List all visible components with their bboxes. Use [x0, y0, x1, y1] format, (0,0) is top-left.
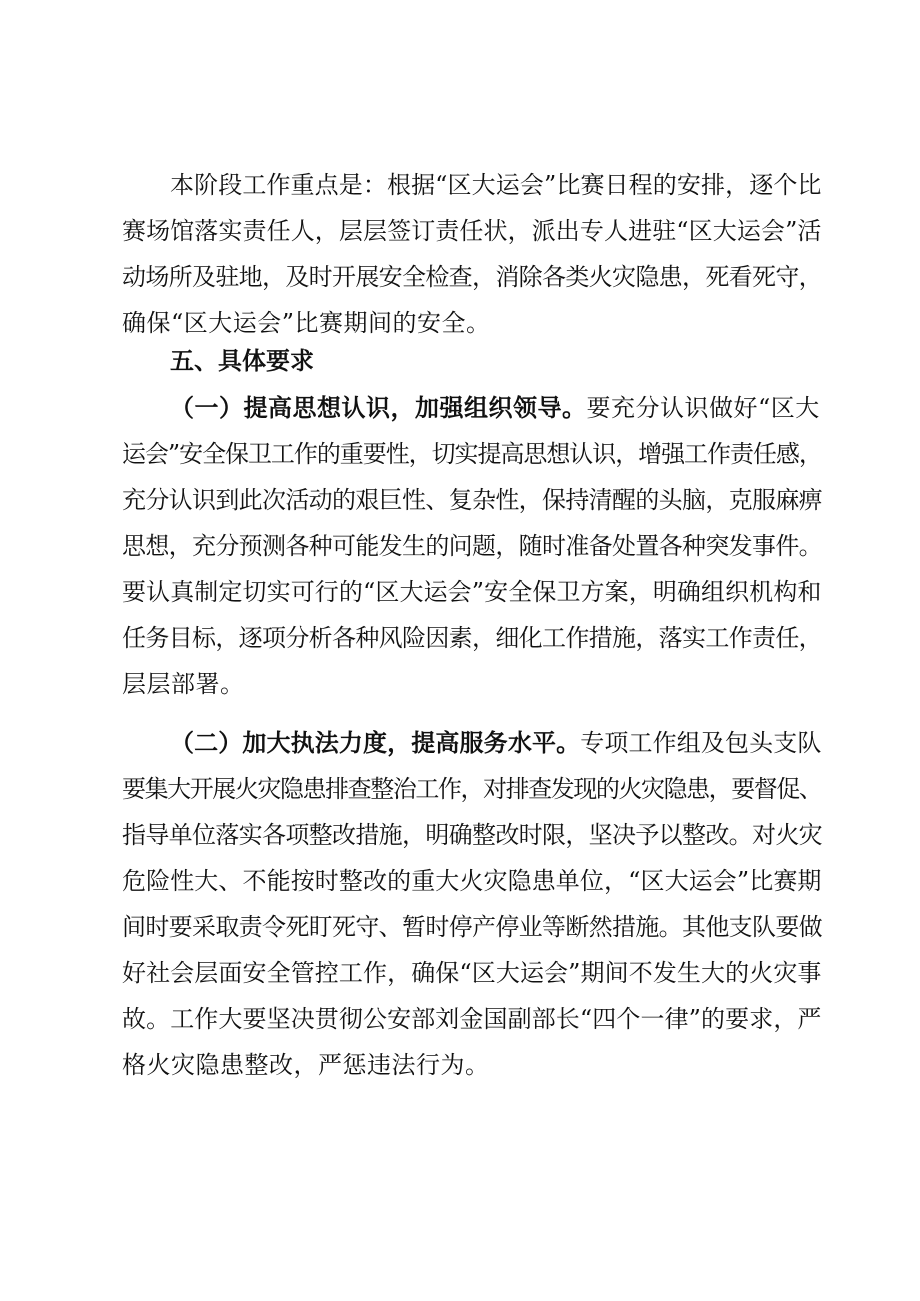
text-line: 格火灾隐患整改，严惩违法行为。 [122, 1051, 490, 1079]
text-line: 指导单位落实各项整改措施，明确整改时限，坚决予以整改。对火灾 [122, 821, 822, 849]
paragraph-work-focus [122, 162, 822, 346]
subsection-title: （一）提高思想认识，加强组织领导。 [170, 394, 587, 422]
text-run: 要充分认识做好“区大 [586, 394, 820, 422]
text-line: 本阶段工作重点是：根据“区大运会”比赛日程的安排，逐个比 [170, 171, 822, 199]
text-line [122, 720, 822, 766]
text-line: 赛场馆落实责任人，层层签订责任状，派出专人进驻“区大运会”活 [122, 217, 822, 245]
text-line: 层层部署。 [122, 670, 245, 698]
text-line [122, 385, 822, 431]
paragraph-requirement-1 [122, 385, 822, 707]
text-line: 任务目标，逐项分析各种风险因素，细化工作措施，落实工作责任， [122, 624, 822, 652]
text-line: 运会”安全保卫工作的重要性，切实提高思想认识，增强工作责任感， [122, 440, 822, 468]
text-line: 要认真制定切实可行的“区大运会”安全保卫方案，明确组织机构和 [122, 578, 822, 606]
paragraph-requirement-2 [122, 720, 822, 1088]
text-run: 专项工作组及包头支队 [580, 729, 822, 757]
subsection-title: （二）加大执法力度，提高服务水平。 [170, 729, 581, 757]
text-line: 危险性大、不能按时整改的重大火灾隐患单位，“区大运会”比赛期 [122, 867, 822, 895]
section-heading: 五、具体要求 [170, 347, 314, 375]
text-line: 间时要采取责令死盯死守、暂时停产停业等断然措施。其他支队要做 [122, 913, 822, 941]
text-line: 思想，充分预测各种可能发生的问题，随时准备处置各种突发事件。 [122, 532, 822, 560]
text-line: 故。工作大要坚决贯彻公安部刘金国副部长“四个一律”的要求，严 [122, 1005, 822, 1033]
text-line: 要集大开展火灾隐患排查整治工作，对排查发现的火灾隐患，要督促、 [122, 775, 822, 803]
text-line: 好社会层面安全管控工作，确保“区大运会”期间不发生大的火灾事 [122, 959, 822, 987]
text-line: 充分认识到此次活动的艰巨性、复杂性，保持清醒的头脑，克服麻痹 [122, 486, 822, 514]
text-line: 确保“区大运会”比赛期间的安全。 [122, 309, 491, 337]
text-line: 动场所及驻地，及时开展安全检查，消除各类火灾隐患，死看死守， [122, 263, 822, 291]
